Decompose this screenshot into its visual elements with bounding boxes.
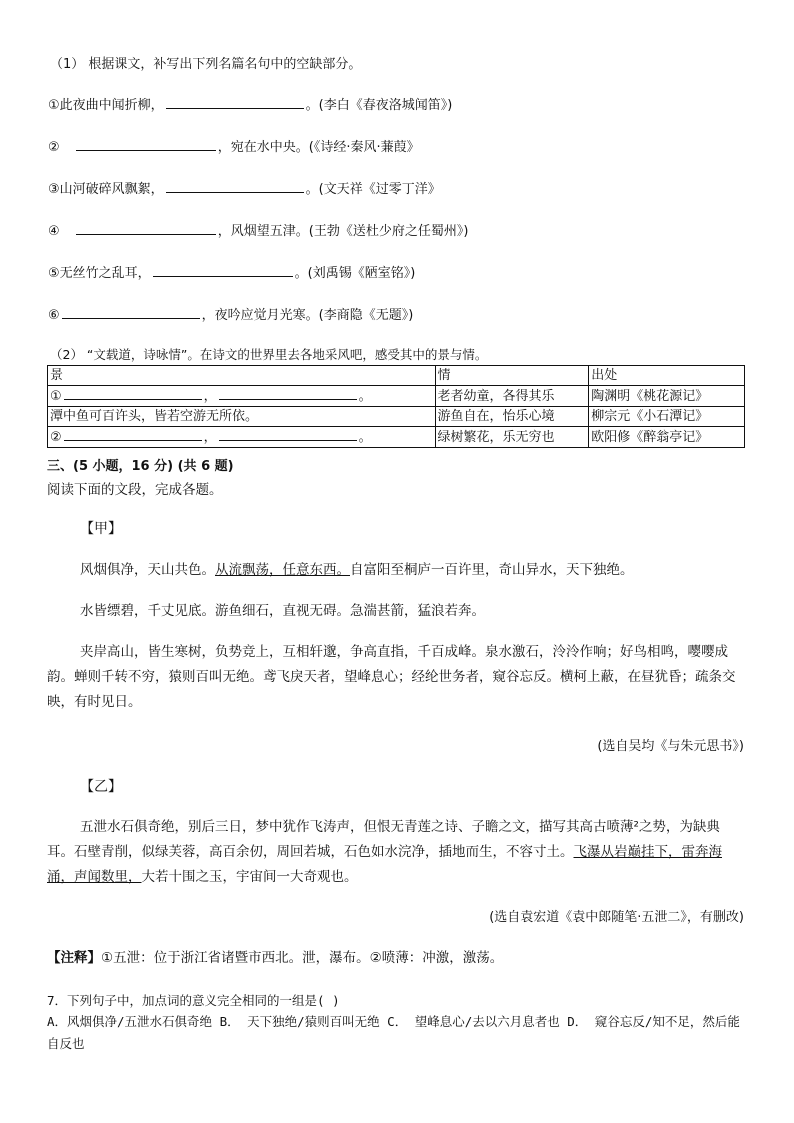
part2-prompt: （2） “文载道，诗咏情”。在诗文的世界里去各地采风吧，感受其中的景与情。	[50, 347, 488, 362]
fill-line-6	[48, 304, 413, 323]
answer-blank[interactable]	[76, 221, 216, 235]
jia-paragraph-1: 风烟俱净，天山共色。从流飘荡，任意东西。自富阳至桐庐一百许里，奇山异水，天下独绝。	[80, 562, 634, 578]
passage-label-yi: 【乙】	[80, 779, 122, 795]
table-cell-emotion: 老者幼童，各得其乐	[435, 386, 589, 407]
annotation-text: ①五泄：位于浙江省诸暨市西北。泄，瀑布。②喷薄：冲激，激荡。	[101, 950, 504, 966]
section-instruction: 阅读下面的文段，完成各题。	[47, 482, 223, 498]
fill-line-text: 。(刘禹锡《陋室铭》)	[294, 266, 416, 281]
jia-source: (选自吴均《与朱元思书》)	[597, 739, 744, 754]
table-cell-scene: ② ， 。	[48, 427, 436, 448]
header-emotion: 情	[435, 366, 589, 386]
table-header-row	[48, 366, 745, 386]
fill-line-5	[48, 262, 415, 281]
fill-line-text: ②	[48, 140, 64, 155]
fill-line-text: ，风烟望五津。(王勃《送杜少府之任蜀州》)	[217, 224, 469, 239]
table-row	[48, 427, 745, 448]
table-cell-emotion: 绿树繁花，乐无穷也	[435, 427, 589, 448]
question-7-stem: 7．下列句子中，加点词的意义完全相同的一组是( )	[47, 993, 340, 1008]
scene-emotion-table	[47, 365, 745, 448]
answer-blank[interactable]	[62, 305, 200, 319]
underlined-sentence: 从流飘荡，任意东西。	[215, 562, 350, 578]
header-scene: 景	[48, 366, 436, 386]
annotation-label: 【注释】	[47, 950, 101, 966]
fill-line-3	[48, 178, 441, 197]
section-heading: 三、(5 小题，16 分) (共 6 题)	[47, 459, 234, 474]
part1-prompt: （1） 根据课文，补写出下列名篇名句中的空缺部分。	[50, 57, 362, 72]
jia-paragraph-3: 夹岸高山，皆生寒树，负势竞上，互相轩邈，争高直指，千百成峰。泉水激石，泠泠作响；好鸟相鸣，嘤嘤成韵。蝉则千转不穷，猿则百叫无绝。鸢飞戾天者，望峰息心；经纶世务者，窥谷忘反。横柯上蔽，在昼犹昏；疏条交映，有时见日。	[47, 644, 736, 710]
answer-blank[interactable]	[166, 95, 304, 109]
table-cell-scene: ① ， 。	[48, 386, 436, 407]
answer-blank[interactable]	[76, 137, 216, 151]
answer-blank[interactable]	[219, 427, 357, 441]
yi-source: (选自袁宏道《袁中郎随笔·五泄二》，有删改)	[489, 910, 744, 925]
table-row	[48, 386, 745, 407]
question-7-options: A．风烟俱净/五泄水石俱奇绝 B． 天下独绝/猿则百叫无绝 C． 望峰息心/去以六月息者也 D． 窥谷忘反/知不足，然后能自反也	[47, 1014, 740, 1051]
table-cell-emotion: 游鱼自在，怡乐心境	[435, 407, 589, 427]
table-cell-source: 柳宗元《小石潭记》	[589, 407, 745, 427]
yi-paragraph: 五泄水石俱奇绝，别后三日，梦中犹作飞涛声，但恨无青莲之诗、子瞻之文，描写其高古喷薄²之势，为缺典耳。石壁青削，似绿芙蓉，高百余仞，周回若城，石色如水浣净，插地而生，不容寸土。飞瀑从岩巅挂下，雷奔海涌，声闻数里，大若十围之玉，宇宙间一大奇观也。	[47, 819, 722, 885]
header-source: 出处	[589, 366, 745, 386]
fill-line-text: ①此夜曲中闻折柳，	[48, 98, 164, 113]
table-row	[48, 407, 745, 427]
fill-line-2	[48, 136, 420, 155]
annotation	[47, 946, 503, 966]
fill-line-text: 。(文天祥《过零丁洋》	[305, 182, 441, 197]
table-cell-source: 欧阳修《醉翁亭记》	[589, 427, 745, 448]
table-cell-source: 陶渊明《桃花源记》	[589, 386, 745, 407]
fill-line-text: 。(李白《春夜洛城闻笛》)	[305, 98, 453, 113]
passage-label-jia: 【甲】	[80, 521, 122, 537]
fill-line-text: ④	[48, 224, 64, 239]
fill-line-text: ，宛在水中央。(《诗经·秦风·蒹葭》	[217, 140, 420, 155]
answer-blank[interactable]	[64, 386, 202, 400]
table-cell-scene: 潭中鱼可百许头，皆若空游无所依。	[48, 407, 436, 427]
answer-blank[interactable]	[153, 263, 293, 277]
fill-line-text: ⑤无丝竹之乱耳，	[48, 266, 151, 281]
fill-line-1	[48, 94, 452, 113]
answer-blank[interactable]	[166, 179, 304, 193]
fill-line-text: ⑥	[48, 308, 60, 323]
fill-line-text: ③山河破碎风飘絮，	[48, 182, 164, 197]
underlined-sentence: 飞瀑从岩巅挂下，雷奔海涌，声闻数里，	[47, 844, 722, 885]
fill-line-4	[48, 220, 468, 239]
answer-blank[interactable]	[219, 386, 357, 400]
answer-blank[interactable]	[64, 427, 202, 441]
fill-line-text: ，夜吟应觉月光寒。(李商隐《无题》)	[201, 308, 414, 323]
jia-paragraph-2: 水皆缥碧，千丈见底。游鱼细石，直视无碍。急湍甚箭，猛浪若奔。	[80, 603, 485, 619]
